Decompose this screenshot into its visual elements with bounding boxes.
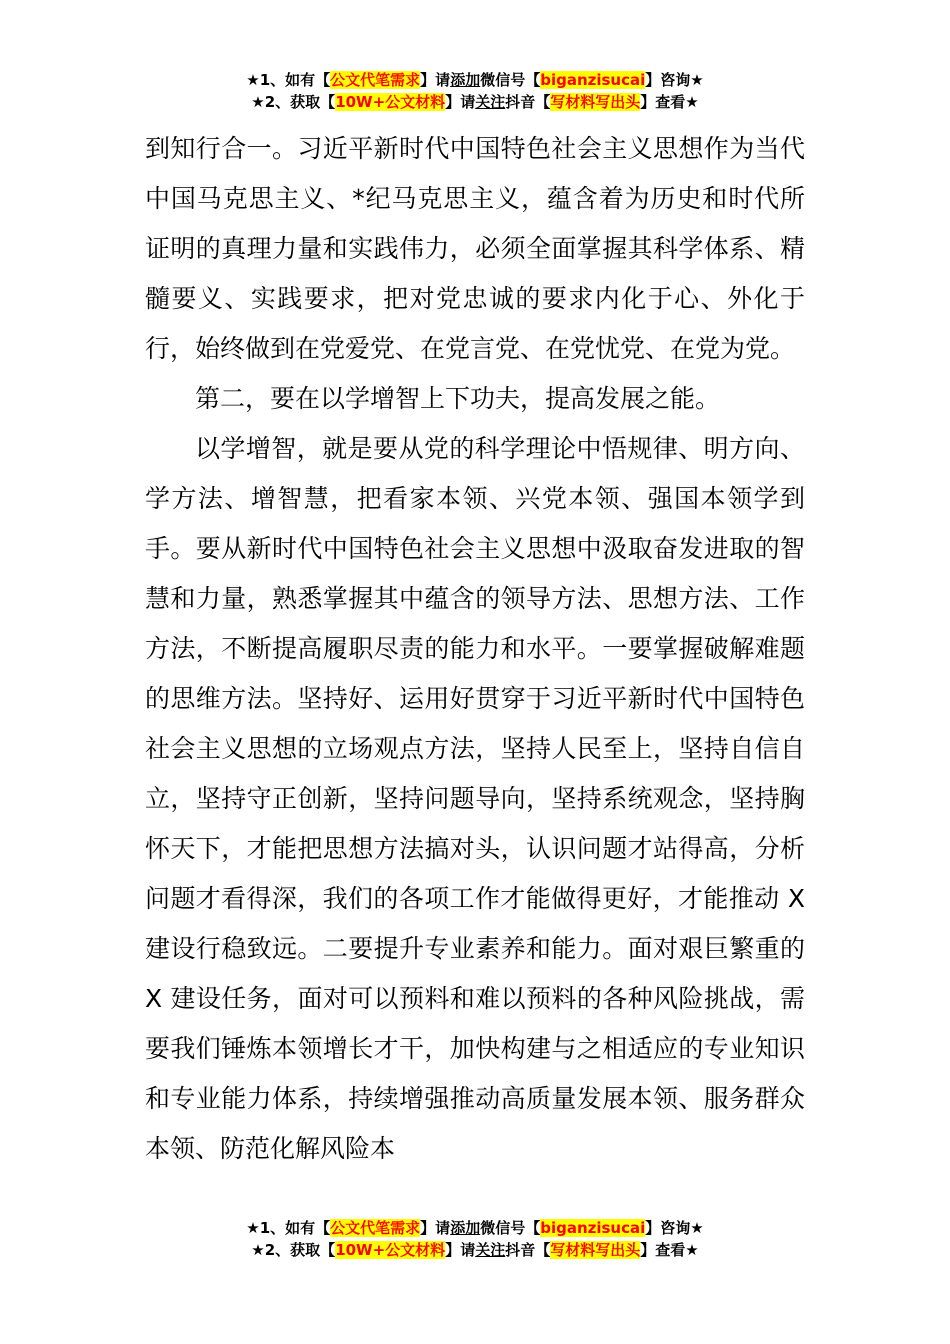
banner-line-2 — [0, 91, 950, 113]
banner-highlight: 公文代笔需求 — [330, 71, 421, 89]
banner-highlight: 10W+公文材料 — [335, 1241, 446, 1259]
banner-text: 】请 — [445, 93, 476, 111]
banner-text: 微信号【 — [480, 1219, 541, 1237]
banner-text: 微信号【 — [480, 71, 541, 89]
banner-text: ★1、如有【 — [246, 71, 331, 89]
banner-text: ★2、获取【 — [251, 1241, 336, 1259]
paragraph-1: 到知行合一。习近平新时代中国特色社会主义思想作为当代中国马克思主义、*纪马克思主义，蕴含着为历史和时代所证明的真理力量和实践伟力，必须全面掌握其科学体系、精髓要义、实践要求，把对党忠诚的要求内化于心、外化于行，始终做到在党爱党、在党言党、在党忧党、在党为党。 — [145, 134, 805, 363]
header-banner — [0, 69, 950, 113]
banner-highlight: 写材料写出头 — [550, 1241, 641, 1259]
section-heading: 第二，要在以学增智上下功夫，提高发展之能。 — [195, 384, 721, 413]
footer-banner — [0, 1217, 950, 1261]
banner-highlight: 公文代笔需求 — [330, 1219, 421, 1237]
banner-text: ★2、获取【 — [251, 93, 336, 111]
banner-highlight: biganzisucai — [540, 1219, 646, 1237]
banner-highlight: 10W+公文材料 — [335, 93, 446, 111]
banner-text: 】请 — [420, 71, 451, 89]
paragraph-2: 以学增智，就是要从党的科学理论中悟规律、明方向、学方法、增智慧，把看家本领、兴党本领、强国本领学到手。要从新时代中国特色社会主义思想中汲取奋发进取的智慧和力量，熟悉掌握其中蕴含的领导方法、思想方法、工作方法，不断提高履职尽责的能力和水平。一要掌握破解难题的思维方法。坚持好、运用好贯穿于习近平新时代中国特色社会主义思想的立场观点方法，坚持人民至上，坚持自信自立，坚持守正创新，坚持问题导向，坚持系统观念，坚持胸怀天下，才能把思想方法搞对头，认识问题才站得高，分析问题才看得深，我们的各项工作才能做得更好，才能推动 X 建设行稳致远。二要提升专业素养和能力。面对艰巨繁重的 X 建设任务，面对可以预料和难以预料的各种风险挑战，需要我们锤炼本领增长才干，加快构建与之相适应的专业知识和专业能力体系，持续增强推动高质量发展本领、服务群众本领、防范化解风险本 — [145, 434, 805, 1163]
banner-text: 】咨询★ — [645, 1219, 704, 1237]
banner-text: 】请 — [420, 1219, 451, 1237]
banner-highlight: biganzisucai — [540, 71, 646, 89]
banner-underline: 添加 — [450, 1219, 481, 1237]
banner-line-1 — [0, 69, 950, 91]
banner-line-1 — [0, 1217, 950, 1239]
document-body — [145, 124, 805, 1174]
banner-underline: 关注 — [475, 93, 506, 111]
banner-text: 】咨询★ — [645, 71, 704, 89]
banner-text: 抖音【 — [505, 1241, 551, 1259]
banner-text: 】查看★ — [640, 93, 699, 111]
banner-highlight: 写材料写出头 — [550, 93, 641, 111]
banner-underline: 添加 — [450, 71, 481, 89]
banner-line-2 — [0, 1239, 950, 1261]
banner-text: 抖音【 — [505, 93, 551, 111]
banner-text: ★1、如有【 — [246, 1219, 331, 1237]
banner-text: 】请 — [445, 1241, 476, 1259]
banner-text: 】查看★ — [640, 1241, 699, 1259]
banner-underline: 关注 — [475, 1241, 506, 1259]
